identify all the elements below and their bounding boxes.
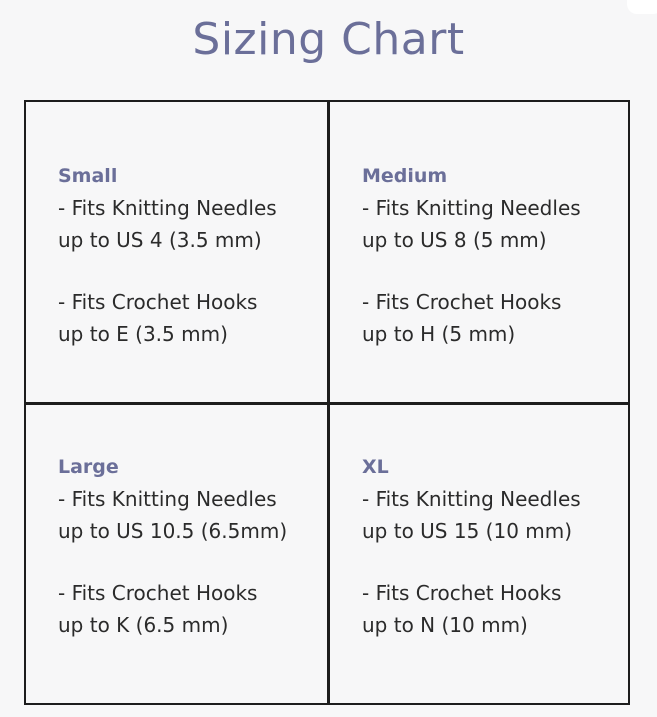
size-cell-xl (362, 451, 647, 641)
sizing-grid (24, 100, 630, 705)
size-name: Large (58, 456, 119, 478)
needles-range: up to US 10.5 (6.5mm) (58, 519, 288, 543)
hooks-range: up to H (5 mm) (362, 322, 516, 346)
size-cell-small (58, 160, 343, 350)
spacer (58, 547, 343, 577)
hooks-range: up to N (10 mm) (362, 613, 528, 637)
hooks-line: - Fits Crochet Hooks (362, 581, 562, 605)
needles-line: - Fits Knitting Needles (58, 487, 277, 511)
hooks-line: - Fits Crochet Hooks (362, 290, 562, 314)
size-name: Small (58, 165, 118, 187)
spacer (58, 256, 343, 286)
corner-card (627, 0, 657, 14)
spacer (362, 256, 647, 286)
hooks-line: - Fits Crochet Hooks (58, 581, 258, 605)
hooks-line: - Fits Crochet Hooks (58, 290, 258, 314)
page-title: Sizing Chart (192, 14, 465, 65)
spacer (362, 547, 647, 577)
size-name: XL (362, 456, 389, 478)
needles-line: - Fits Knitting Needles (58, 196, 277, 220)
hooks-range: up to E (3.5 mm) (58, 322, 228, 346)
needles-range: up to US 15 (10 mm) (362, 519, 573, 543)
hooks-range: up to K (6.5 mm) (58, 613, 229, 637)
needles-range: up to US 4 (3.5 mm) (58, 228, 262, 252)
size-cell-large (58, 451, 343, 641)
size-name: Medium (362, 165, 448, 187)
needles-range: up to US 8 (5 mm) (362, 228, 547, 252)
size-cell-medium (362, 160, 647, 350)
horizontal-divider (26, 402, 628, 405)
needles-line: - Fits Knitting Needles (362, 196, 581, 220)
needles-line: - Fits Knitting Needles (362, 487, 581, 511)
